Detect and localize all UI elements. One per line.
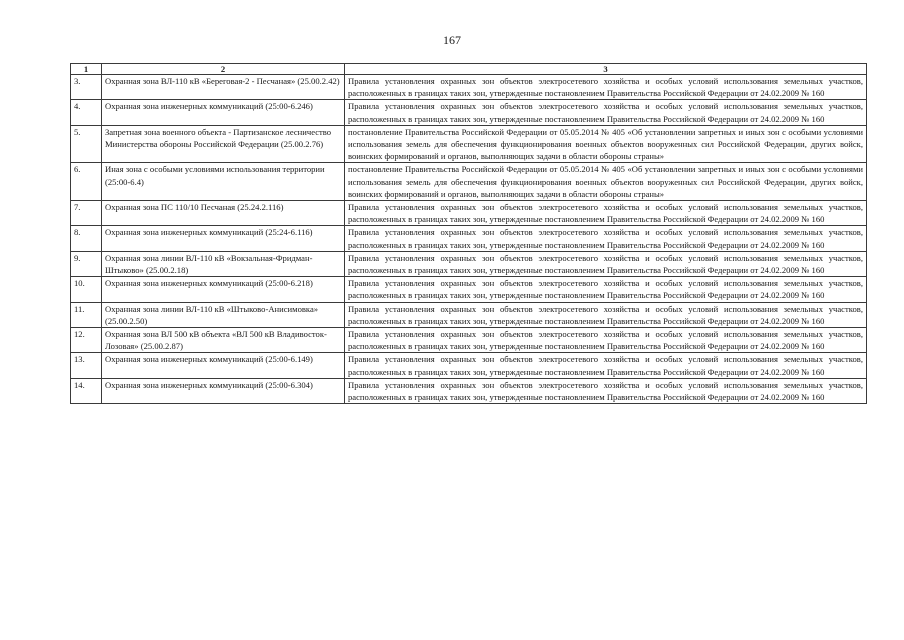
row-number: 3. — [71, 75, 102, 100]
legal-basis: Правила установления охранных зон объектов электросетевого хозяйства и особых условий использования земельных участков, расположенных в границах таких зон, утвержденные постановлением Правительства Российской Федерации от 24.02.2009 № 160 — [345, 251, 867, 276]
zone-name: Охранная зона инженерных коммуникаций (25:00-6.218) — [102, 277, 345, 302]
column-header-1: 1 — [71, 64, 102, 75]
table-row — [71, 251, 867, 276]
row-number: 5. — [71, 125, 102, 163]
table-row — [71, 277, 867, 302]
table-header-row — [71, 64, 867, 75]
zones-table — [70, 63, 867, 404]
zone-name: Охранная зона линии ВЛ-110 кВ «Вокзальная-Фридман-Штыково» (25.00.2.18) — [102, 251, 345, 276]
table-row — [71, 75, 867, 100]
row-number: 7. — [71, 201, 102, 226]
zone-name: Запретная зона военного объекта - Партизанское лесничество Министерства обороны Российской Федерации (25.00.2.76) — [102, 125, 345, 163]
row-number: 10. — [71, 277, 102, 302]
legal-basis: Правила установления охранных зон объектов электросетевого хозяйства и особых условий использования земельных участков, расположенных в границах таких зон, утвержденные постановлением Правительства Российской Федерации от 24.02.2009 № 160 — [345, 302, 867, 327]
table-row — [71, 302, 867, 327]
zone-name: Охранная зона инженерных коммуникаций (25:00-6.304) — [102, 378, 345, 403]
zone-name: Иная зона с особыми условиями использования территории (25:00-6.4) — [102, 163, 345, 201]
zone-name: Охранная зона инженерных коммуникаций (25:00-6.149) — [102, 353, 345, 378]
zone-name: Охранная зона ПС 110/10 Песчаная (25.24.2.116) — [102, 201, 345, 226]
table-row — [71, 353, 867, 378]
column-header-2: 2 — [102, 64, 345, 75]
legal-basis: постановление Правительства Российской Федерации от 05.05.2014 № 405 «Об установлении запретных и иных зон с особыми условиями использования земель для обеспечения функционирования военных объектов вооруженных сил Российской Федерации, других войск, воинских формирований и органов, выполняющих задачи в области обороны страны» — [345, 125, 867, 163]
zone-name: Охранная зона инженерных коммуникаций (25:00-6.246) — [102, 100, 345, 125]
table-row — [71, 100, 867, 125]
row-number: 4. — [71, 100, 102, 125]
legal-basis: Правила установления охранных зон объектов электросетевого хозяйства и особых условий использования земельных участков, расположенных в границах таких зон, утвержденные постановлением Правительства Российской Федерации от 24.02.2009 № 160 — [345, 100, 867, 125]
table-row — [71, 328, 867, 353]
zone-name: Охранная зона ВЛ-110 кВ «Береговая-2 - Песчаная» (25.00.2.42) — [102, 75, 345, 100]
zone-name: Охранная зона инженерных коммуникаций (25:24-6.116) — [102, 226, 345, 251]
legal-basis: Правила установления охранных зон объектов электросетевого хозяйства и особых условий использования земельных участков, расположенных в границах таких зон, утвержденные постановлением Правительства Российской Федерации от 24.02.2009 № 160 — [345, 226, 867, 251]
legal-basis: Правила установления охранных зон объектов электросетевого хозяйства и особых условий использования земельных участков, расположенных в границах таких зон, утвержденные постановлением Правительства Российской Федерации от 24.02.2009 № 160 — [345, 277, 867, 302]
table-row — [71, 201, 867, 226]
row-number: 14. — [71, 378, 102, 403]
legal-basis: Правила установления охранных зон объектов электросетевого хозяйства и особых условий использования земельных участков, расположенных в границах таких зон, утвержденные постановлением Правительства Российской Федерации от 24.02.2009 № 160 — [345, 378, 867, 403]
row-number: 8. — [71, 226, 102, 251]
page-number: 167 — [443, 33, 461, 47]
row-number: 12. — [71, 328, 102, 353]
table-row — [71, 226, 867, 251]
legal-basis: Правила установления охранных зон объектов электросетевого хозяйства и особых условий использования земельных участков, расположенных в границах таких зон, утвержденные постановлением Правительства Российской Федерации от 24.02.2009 № 160 — [345, 328, 867, 353]
legal-basis: Правила установления охранных зон объектов электросетевого хозяйства и особых условий использования земельных участков, расположенных в границах таких зон, утвержденные постановлением Правительства Российской Федерации от 24.02.2009 № 160 — [345, 201, 867, 226]
column-header-3: 3 — [345, 64, 867, 75]
zone-name: Охранная зона ВЛ 500 кВ объекта «ВЛ 500 кВ Владивосток-Лозовая» (25.00.2.87) — [102, 328, 345, 353]
row-number: 11. — [71, 302, 102, 327]
row-number: 9. — [71, 251, 102, 276]
legal-basis: Правила установления охранных зон объектов электросетевого хозяйства и особых условий использования земельных участков, расположенных в границах таких зон, утвержденные постановлением Правительства Российской Федерации от 24.02.2009 № 160 — [345, 353, 867, 378]
legal-basis: Правила установления охранных зон объектов электросетевого хозяйства и особых условий использования земельных участков, расположенных в границах таких зон, утвержденные постановлением Правительства Российской Федерации от 24.02.2009 № 160 — [345, 75, 867, 100]
row-number: 13. — [71, 353, 102, 378]
table-row — [71, 163, 867, 201]
row-number: 6. — [71, 163, 102, 201]
table-row — [71, 125, 867, 163]
legal-basis: постановление Правительства Российской Федерации от 05.05.2014 № 405 «Об установлении запретных и иных зон с особыми условиями использования земель для обеспечения функционирования военных объектов вооруженных сил Российской Федерации, других войск, воинских формирований и органов, выполняющих задачи в области обороны страны» — [345, 163, 867, 201]
table-row — [71, 378, 867, 403]
zone-name: Охранная зона линии ВЛ-110 кВ «Штыково-Анисимовка» (25.00.2.50) — [102, 302, 345, 327]
